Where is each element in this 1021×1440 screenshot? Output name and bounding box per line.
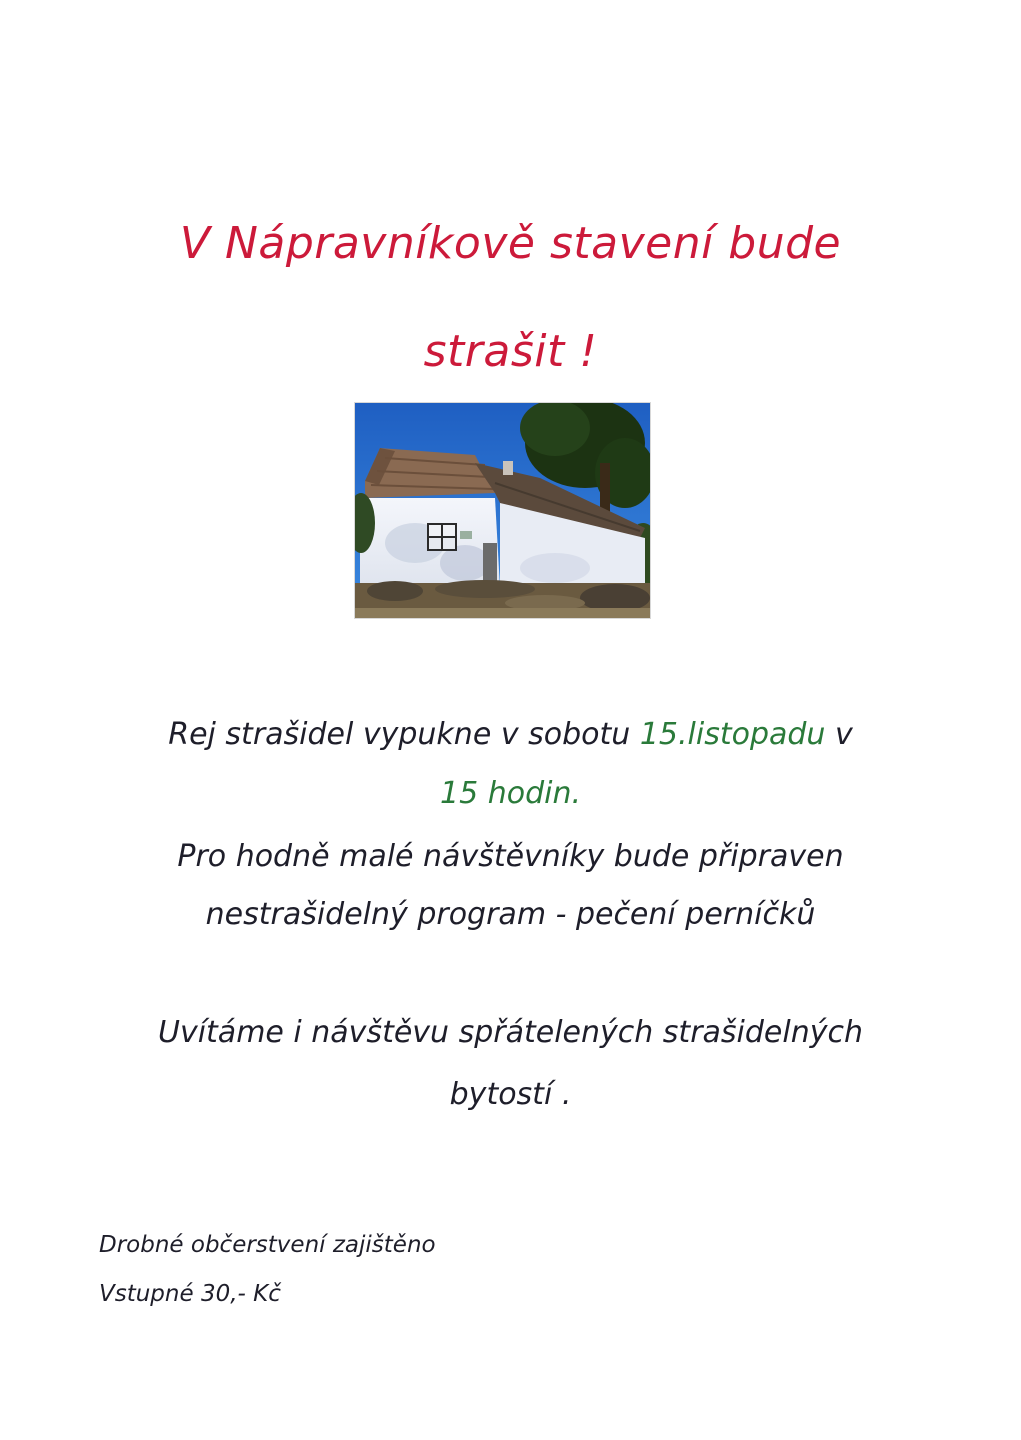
welcome-line-2: bytostí . [449, 1077, 572, 1112]
event-intro-text: Rej strašidel vypukne v sobotu [168, 717, 640, 752]
refreshments-note: Drobné občerstvení zajištěno [99, 1232, 436, 1258]
poster-title-line-2: strašit ! [423, 326, 598, 377]
event-date-line [0, 717, 1021, 752]
event-date-suffix: v [825, 717, 853, 752]
event-time-line [0, 776, 1021, 811]
event-date: 15.listopadu [639, 717, 826, 752]
program-line-1: Pro hodně malé návštěvníky bude připraven [177, 839, 844, 874]
program-line-2: nestrašidelný program - pečení perníčků [205, 897, 816, 932]
poster-title-line-1: V Nápravníkově stavení bude [179, 218, 842, 269]
admission-price: Vstupné 30,- Kč [99, 1281, 281, 1307]
event-time: 15 hodin. [439, 776, 581, 811]
welcome-line-1: Uvítáme i návštěvu spřátelených strašidelných [158, 1015, 863, 1050]
cottage-photo [354, 402, 651, 619]
